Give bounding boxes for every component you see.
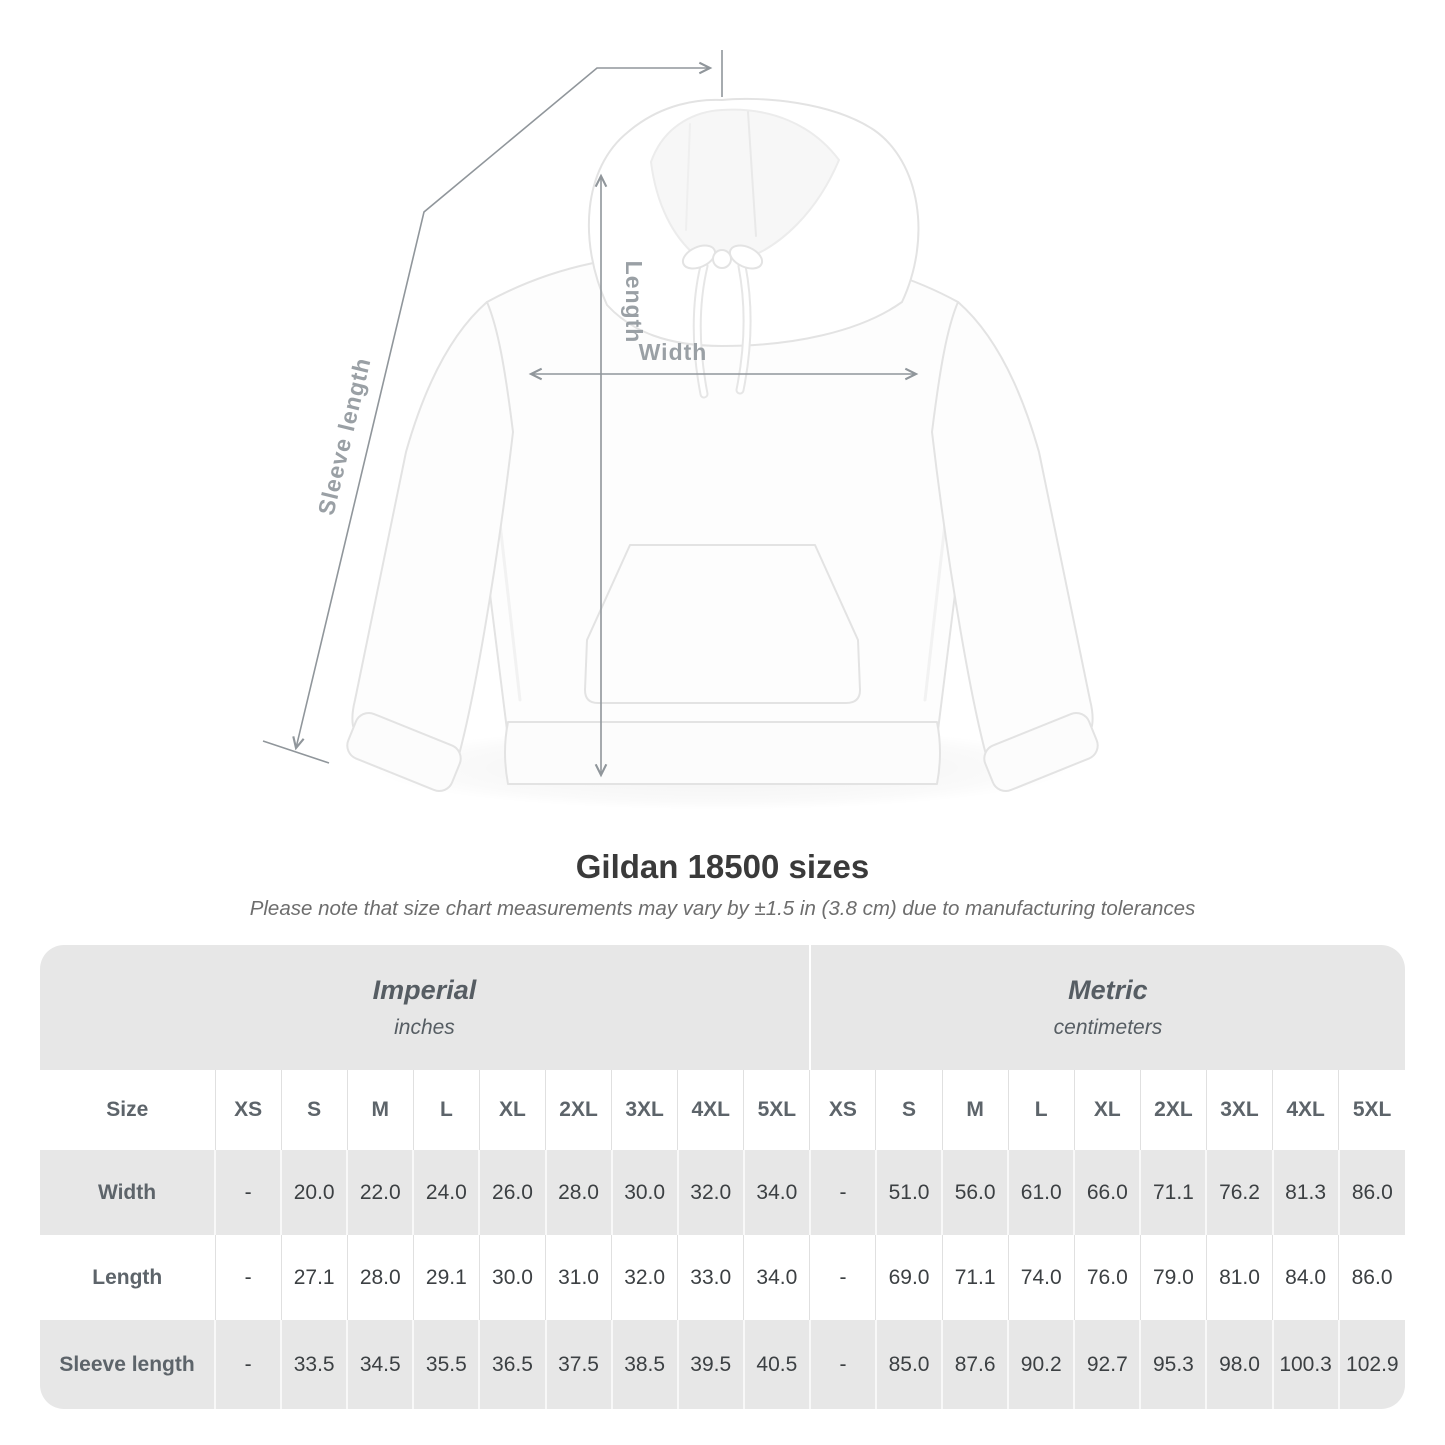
- measurement-value-cell: 66.0: [1074, 1150, 1140, 1235]
- size-col-header: XL: [479, 1070, 545, 1150]
- measurement-value-cell: 100.3: [1273, 1320, 1339, 1409]
- size-col-header: XS: [215, 1070, 281, 1150]
- size-col-header: 4XL: [678, 1070, 744, 1150]
- measurement-value-cell: 69.0: [876, 1235, 942, 1320]
- imperial-group-header: [40, 945, 810, 1070]
- unit-group-row: [40, 945, 1405, 1070]
- measurement-value-cell: 84.0: [1273, 1235, 1339, 1320]
- size-col-header: 2XL: [1140, 1070, 1206, 1150]
- measurement-row: [40, 1320, 1405, 1409]
- measurement-value-cell: 87.6: [942, 1320, 1008, 1409]
- measurement-value-cell: 38.5: [612, 1320, 678, 1409]
- size-col-header: 5XL: [1339, 1070, 1405, 1150]
- measurement-value-cell: -: [215, 1235, 281, 1320]
- size-col-header: 3XL: [612, 1070, 678, 1150]
- measurement-value-cell: 29.1: [413, 1235, 479, 1320]
- measurement-value-cell: 76.2: [1206, 1150, 1272, 1235]
- hoodie-hem-band: [505, 722, 940, 784]
- size-chart-container: [40, 945, 1405, 1409]
- measurement-value-cell: 34.0: [744, 1150, 810, 1235]
- measurement-value-cell: 92.7: [1074, 1320, 1140, 1409]
- metric-group-header: [810, 945, 1405, 1070]
- measurement-value-cell: 31.0: [546, 1235, 612, 1320]
- size-col-header: XL: [1074, 1070, 1140, 1150]
- measurement-value-cell: 28.0: [546, 1150, 612, 1235]
- measurement-value-cell: 81.0: [1206, 1235, 1272, 1320]
- measurement-value-cell: 86.0: [1339, 1150, 1405, 1235]
- measurement-value-cell: 27.1: [281, 1235, 347, 1320]
- size-col-header: L: [1008, 1070, 1074, 1150]
- size-col-header: L: [413, 1070, 479, 1150]
- measurement-value-cell: 28.0: [347, 1235, 413, 1320]
- size-col-header: S: [281, 1070, 347, 1150]
- measurement-value-cell: 26.0: [479, 1150, 545, 1235]
- length-label: Length: [621, 260, 647, 344]
- size-col-header: S: [876, 1070, 942, 1150]
- hoodie-illustration: [343, 99, 1102, 795]
- imperial-group-unit: inches: [394, 1016, 455, 1040]
- width-label: Width: [638, 339, 708, 365]
- measurement-value-cell: 86.0: [1339, 1235, 1405, 1320]
- measurement-value-cell: 35.5: [413, 1320, 479, 1409]
- measurement-value-cell: 98.0: [1206, 1320, 1272, 1409]
- measurement-value-cell: 61.0: [1008, 1150, 1074, 1235]
- size-col-header: 3XL: [1206, 1070, 1272, 1150]
- measurement-value-cell: 79.0: [1140, 1235, 1206, 1320]
- metric-group-unit: centimeters: [1053, 1016, 1163, 1040]
- tolerance-note: Please note that size chart measurements may vary by ±1.5 in (3.8 cm) due to manufacturing tolerances: [249, 897, 1196, 920]
- measurement-value-cell: 33.5: [281, 1320, 347, 1409]
- size-col-header: 5XL: [744, 1070, 810, 1150]
- measurement-value-cell: 22.0: [347, 1150, 413, 1235]
- measurement-value-cell: 74.0: [1008, 1235, 1074, 1320]
- measurement-value-cell: 51.0: [876, 1150, 942, 1235]
- metric-group-title: Metric: [1068, 974, 1148, 1005]
- measurement-value-cell: 33.0: [678, 1235, 744, 1320]
- measurement-value-cell: 24.0: [413, 1150, 479, 1235]
- size-col-header: 2XL: [546, 1070, 612, 1150]
- hoodie-left-sleeve: [352, 302, 513, 778]
- measurement-value-cell: -: [810, 1235, 876, 1320]
- measurement-row-label: Length: [40, 1235, 215, 1320]
- measurement-value-cell: -: [215, 1150, 281, 1235]
- page-title: Gildan 18500 sizes: [575, 848, 870, 885]
- measurement-value-cell: 40.5: [744, 1320, 810, 1409]
- measurement-row-label: Width: [40, 1150, 215, 1235]
- measurement-value-cell: 34.0: [744, 1235, 810, 1320]
- measurement-value-cell: 56.0: [942, 1150, 1008, 1235]
- measurement-value-cell: 71.1: [942, 1235, 1008, 1320]
- size-col-header: XS: [810, 1070, 876, 1150]
- measurement-value-cell: 102.9: [1339, 1320, 1405, 1409]
- size-header-row: [40, 1070, 1405, 1150]
- size-col-header: 4XL: [1273, 1070, 1339, 1150]
- measurement-value-cell: 32.0: [612, 1235, 678, 1320]
- measurement-value-cell: -: [810, 1320, 876, 1409]
- sleeve-length-end-tick: [263, 741, 329, 763]
- measurement-value-cell: 90.2: [1008, 1320, 1074, 1409]
- measurement-value-cell: -: [810, 1150, 876, 1235]
- measurement-value-cell: 95.3: [1140, 1320, 1206, 1409]
- measurement-value-cell: 34.5: [347, 1320, 413, 1409]
- measurement-value-cell: 30.0: [612, 1150, 678, 1235]
- measurement-row: [40, 1150, 1405, 1235]
- measurement-value-cell: 36.5: [479, 1320, 545, 1409]
- hoodie-pocket: [585, 545, 860, 703]
- measurement-row: [40, 1235, 1405, 1320]
- measurement-value-cell: 76.0: [1074, 1235, 1140, 1320]
- size-chart-table: [40, 945, 1405, 1409]
- sleeve-length-label: Sleeve length: [312, 354, 376, 518]
- measurement-value-cell: -: [215, 1320, 281, 1409]
- hoodie-right-sleeve: [932, 302, 1093, 778]
- measurement-value-cell: 37.5: [546, 1320, 612, 1409]
- measurement-value-cell: 71.1: [1140, 1150, 1206, 1235]
- measurement-value-cell: 39.5: [678, 1320, 744, 1409]
- imperial-group-title: Imperial: [372, 974, 477, 1005]
- measurement-value-cell: 85.0: [876, 1320, 942, 1409]
- measurement-value-cell: 81.3: [1273, 1150, 1339, 1235]
- size-column-label: Size: [40, 1070, 215, 1150]
- size-col-header: M: [942, 1070, 1008, 1150]
- size-col-header: M: [347, 1070, 413, 1150]
- measurement-row-label: Sleeve length: [40, 1320, 215, 1409]
- measurement-value-cell: 20.0: [281, 1150, 347, 1235]
- measurement-value-cell: 32.0: [678, 1150, 744, 1235]
- measurement-value-cell: 30.0: [479, 1235, 545, 1320]
